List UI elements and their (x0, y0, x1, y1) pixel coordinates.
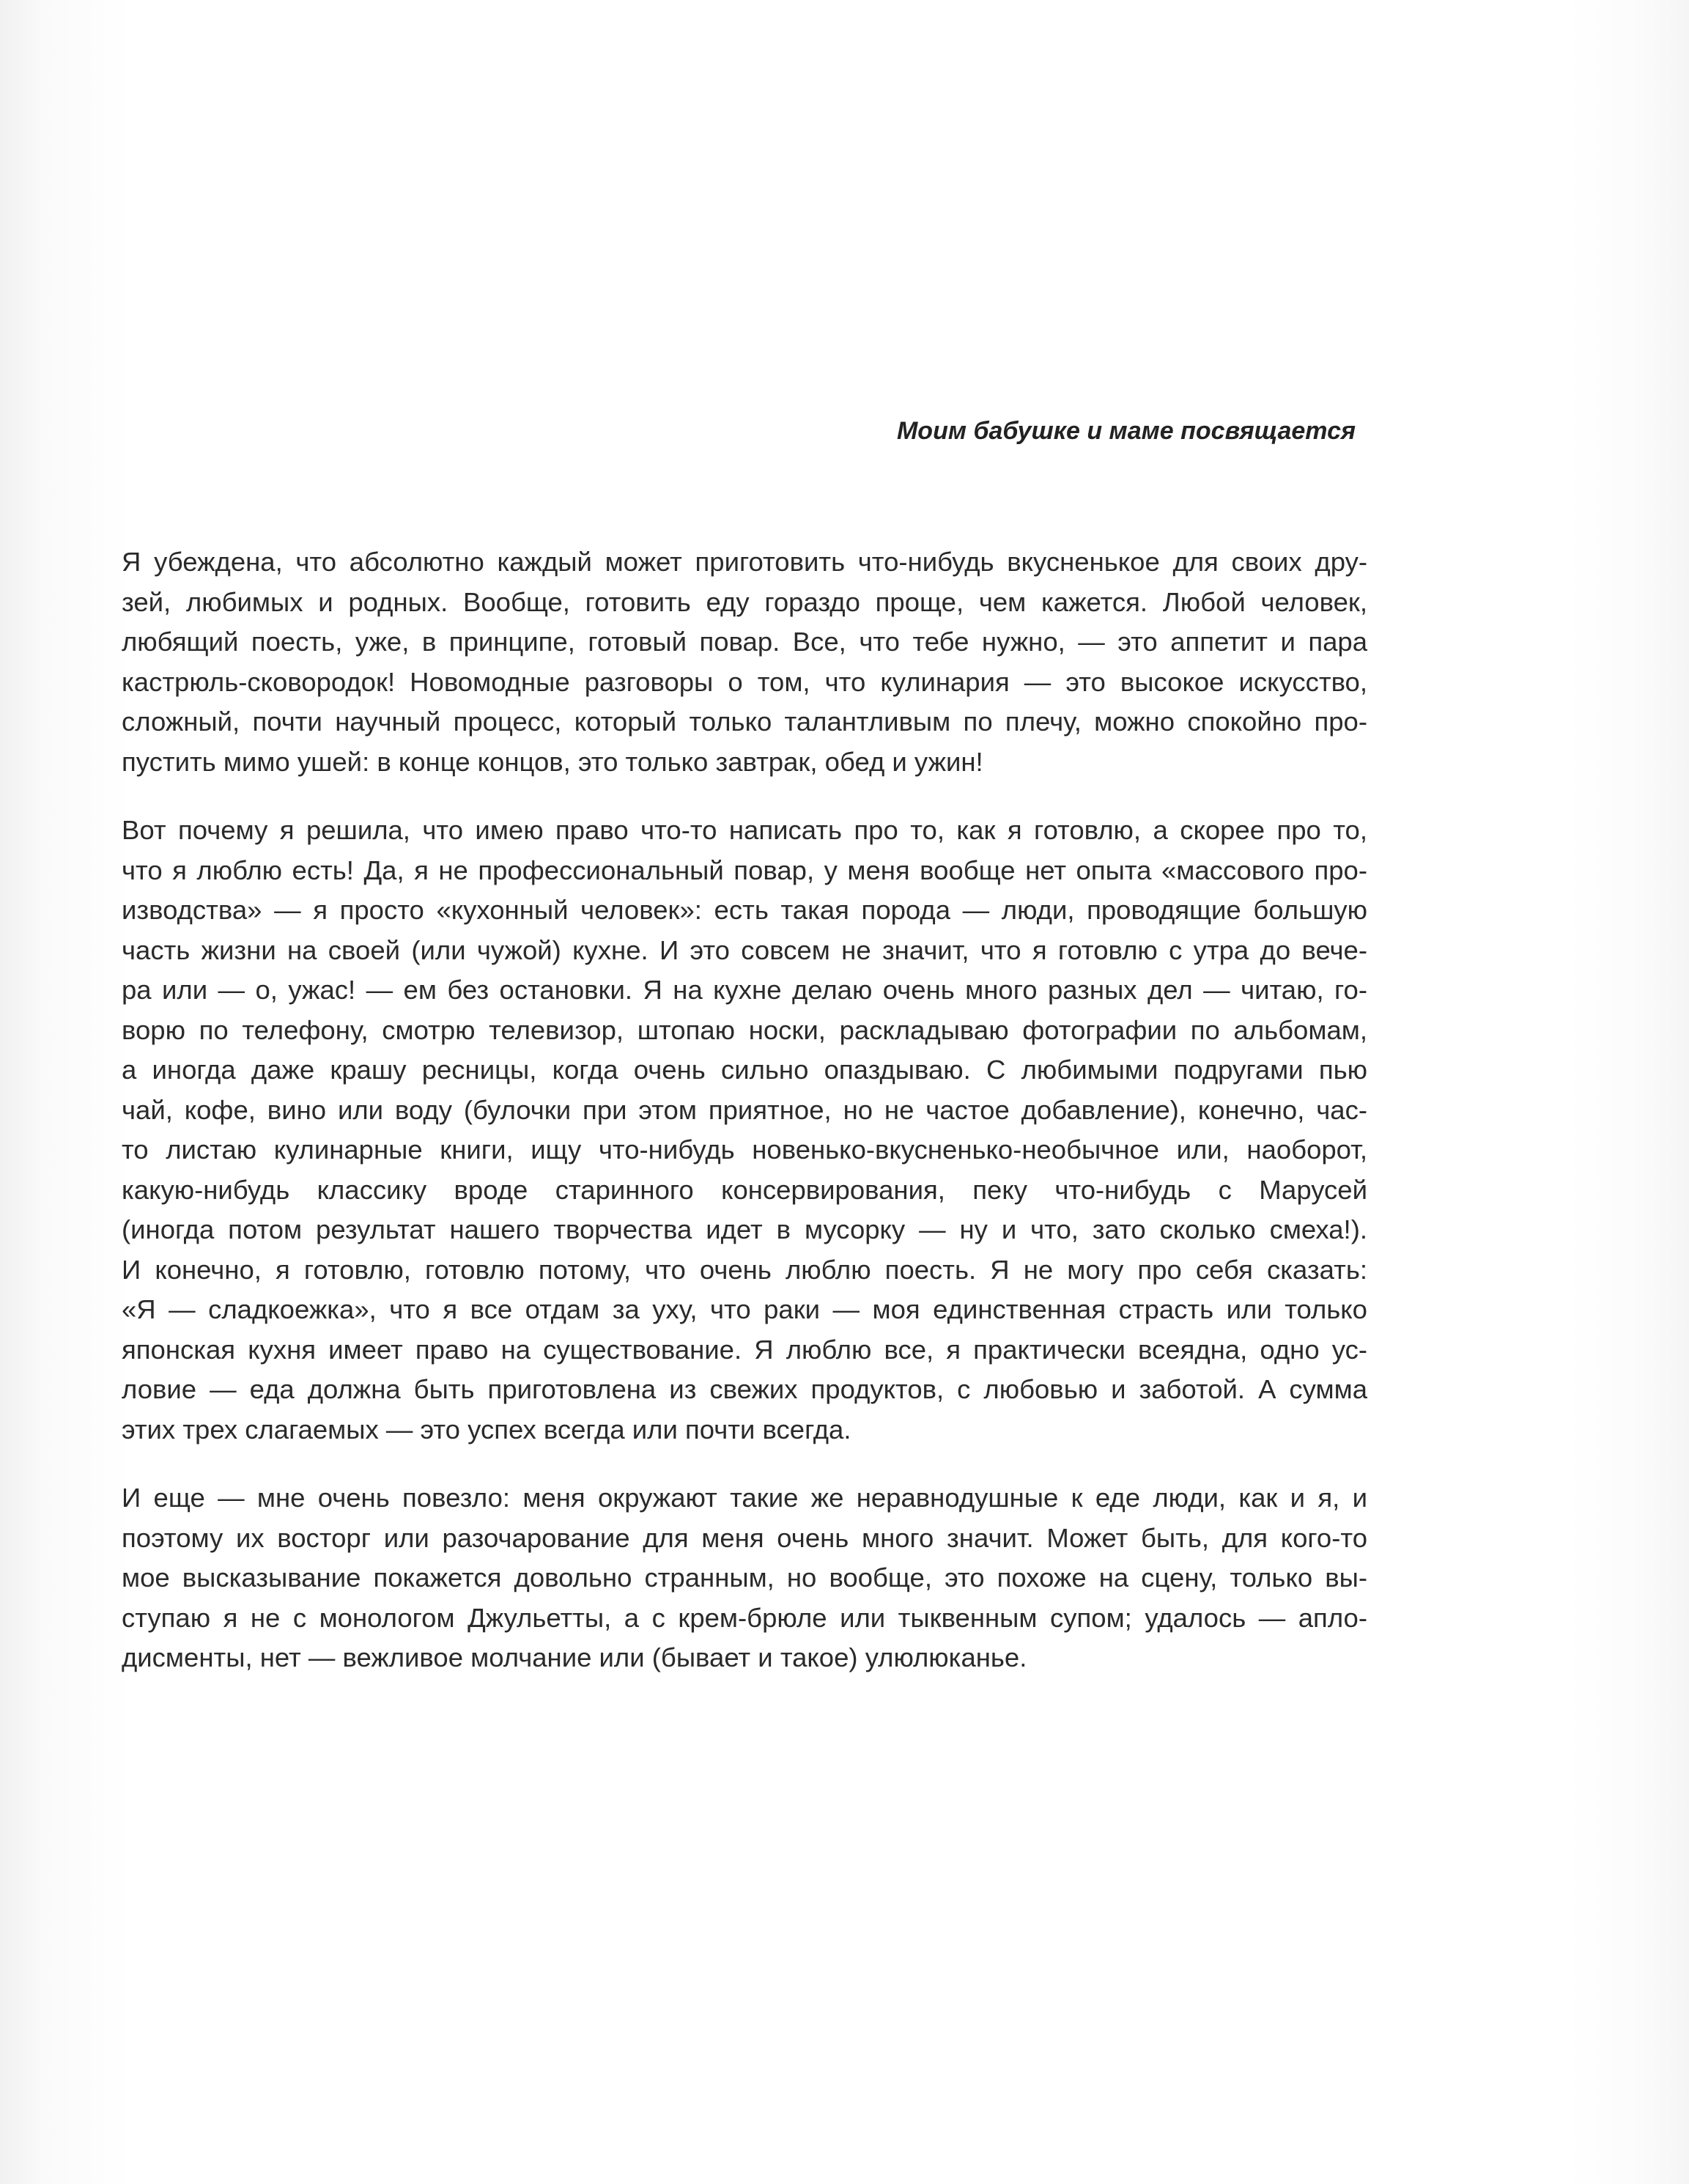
dedication: Моим бабушке и маме посвящается (896, 417, 1356, 445)
text-line: часть жизни на своей (или чужой) кухне. И это совсем не значит, что я готовлю с утра до вече- (122, 934, 1367, 965)
text-line: «Я — сладкоежка», что я все отдам за уху, что раки — моя единственная страсть или только (122, 1294, 1367, 1324)
paragraph-1 (122, 542, 1367, 782)
text-line: (иногда потом результат нашего творчества идет в мусорку — ну и что, зато сколько смеха!). (122, 1214, 1367, 1244)
text-line: И еще — мне очень повезло: меня окружают такие же неравнодушные к еде люди, как и я, и (122, 1483, 1367, 1513)
text-line: сложный, почти научный процесс, который только талантливым по плечу, можно спокойно про- (122, 707, 1367, 737)
text-line: пустить мимо ушей: в конце концов, это только завтрак, обед и ужин! (122, 746, 983, 777)
text-line: поэтому их восторг или разочарование для меня очень много значит. Может быть, для кого-то (122, 1522, 1367, 1553)
text-line: И конечно, я готовлю, готовлю потому, что очень люблю поесть. Я не могу про себя сказать: (122, 1254, 1367, 1285)
text-line: японская кухня имеет право на существование. Я люблю все, я практически всеядна, одно ус- (122, 1334, 1367, 1365)
text-line: ловие — еда должна быть приготовлена из свежих продуктов, с любовью и заботой. А сумма (122, 1374, 1367, 1404)
text-line: Вот почему я решила, что имею право что-то написать про то, как я готовлю, а скорее про то, (122, 815, 1367, 845)
text-line: ра или — о, ужас! — ем без остановки. Я на кухне делаю очень много разных дел — читаю, го- (122, 975, 1367, 1005)
text-line: дисменты, нет — вежливое молчание или (бывает и такое) улюлюканье. (122, 1642, 1027, 1672)
text-line: этих трех слагаемых — это успех всегда или почти всегда. (122, 1414, 851, 1445)
text-line: зей, любимых и родных. Вообще, готовить еду гораздо проще, чем кажется. Любой человек, (122, 586, 1367, 617)
text-line: любящий поесть, уже, в принципе, готовый повар. Все, что тебе нужно, — это аппетит и пара (122, 627, 1367, 657)
paragraph-3 (122, 1478, 1367, 1678)
text-line: кастрюль-сковородок! Новомодные разговоры о том, что кулинария — это высокое искусство, (122, 666, 1367, 697)
text-line: а иногда даже крашу ресницы, когда очень сильно опаздываю. С любимыми подругами пью (122, 1055, 1367, 1085)
paragraph-2 (122, 811, 1367, 1450)
text-line: мое высказывание покажется довольно странным, но вообще, это похоже на сцену, только вы- (122, 1563, 1367, 1593)
text-line: какую-нибудь классику вроде старинного консервирования, пеку что-нибудь с Марусей (122, 1174, 1367, 1205)
text-line: чай, кофе, вино или воду (булочки при этом приятное, но не частое добавление), конечно, час- (122, 1094, 1367, 1125)
text-line: ворю по телефону, смотрю телевизор, штопаю носки, раскладываю фотографии по альбомам, (122, 1014, 1367, 1045)
text-line: ступаю я не с монологом Джульетты, а с крем-брюле или тыквенным супом; удалось — апло- (122, 1602, 1367, 1633)
text-line: что я люблю есть! Да, я не профессиональный повар, у меня вообще нет опыта «массового про- (122, 855, 1367, 885)
body-text (122, 542, 1367, 1707)
text-line: Я убеждена, что абсолютно каждый может приготовить что-нибудь вкусненькое для своих дру- (122, 547, 1367, 577)
text-line: то листаю кулинарные книги, ищу что-нибудь новенько-вкусненько-необычное или, наоборот, (122, 1135, 1367, 1165)
text-line: изводства» — я просто «кухонный человек»: есть такая порода — люди, проводящие большую (122, 895, 1367, 925)
